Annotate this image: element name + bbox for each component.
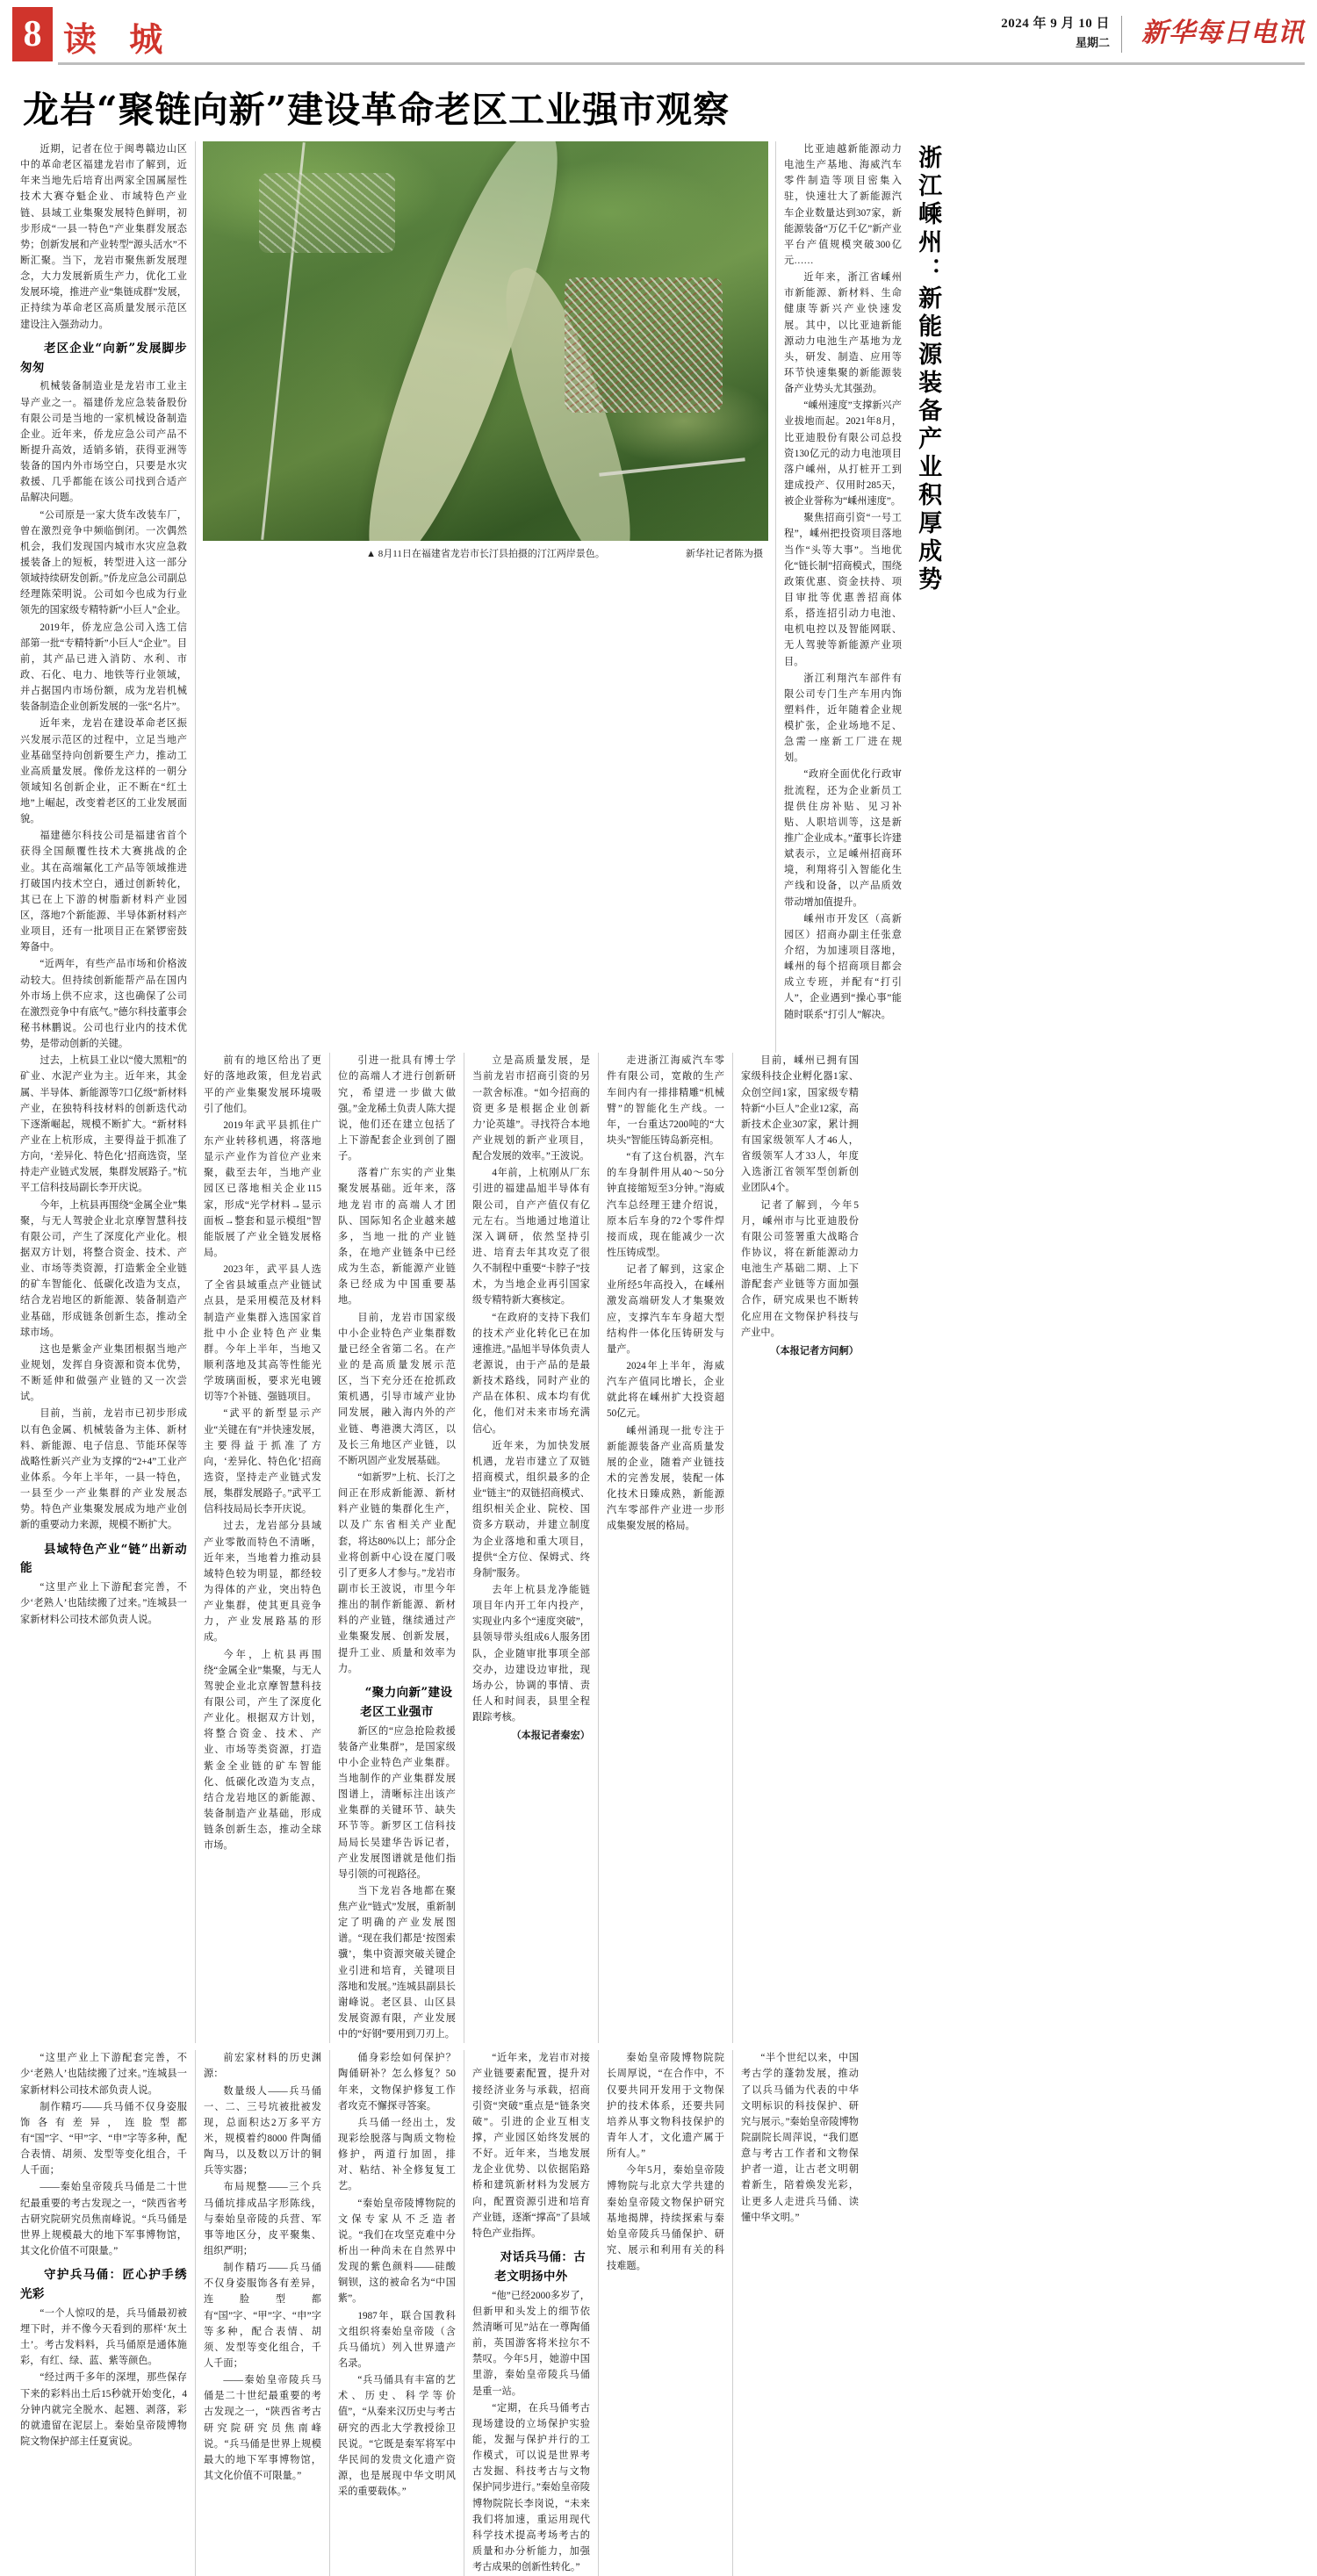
bottom-column-2 (196, 2050, 329, 2485)
body-paragraph: 2023年，武平县人选了全省县域重点产业链试点县，是采用模范及材料制造产业集群入选国家首批中小企业特色产业集群。今年上半年，当地又顺利落地及其高等性能光学玻璃面板，要求光电镀切等7个补链、强链项目。 (204, 1264, 321, 1403)
photo-caption-row (203, 546, 768, 560)
body-paragraph: 记者了解到，这家企业所经5年高投入，在嵊州激发高端研发人才集聚效应，支撑汽车车身超大型结构件一体化压铸研发与量产。 (607, 1264, 724, 1355)
bottom-column-3 (330, 2050, 464, 2500)
body-paragraph: 比亚迪越新能源动力电池生产基地、海威汽车零件制造等项目密集入驻，快速壮大了新能源汽车企业数量达到307家，新能源装备“万亿千亿”新产业平台产值规模突破300亿元…… (784, 144, 902, 266)
bottom-column-6 (733, 2050, 867, 2227)
body-paragraph: “近年来，龙岩市对接产业链要素配置，提升对接经济业务与承载，招商引资“突破”重点是“链条突破”。引进的企业互相支撑，产业园区始终发展的不好。近年来，当地发展龙企业优势、以依据陷路桥和建筑新材料为发展方向，配置资源引进和培育产业链，逐渐“撑高”了县域特色产业指挥。 (472, 2053, 590, 2239)
section-title: 读 城 (63, 19, 174, 59)
body-paragraph: 制作精巧——兵马俑不仅身姿服饰各有差异，连脸型都有“国”字、“甲”字、“申”字等多种，配合表情、胡须、发型等变化组合，千人千面； (204, 2263, 321, 2369)
body-paragraph: “政府全面优化行政审批流程，还为企业新员工提供住房补贴、见习补贴、人职培训等，这是新推广企业成本。”董事长许建斌表示，立足嵊州招商环境，利翔将引入智能化生产线和设备，以产品质效带动增加值提升。 (784, 769, 902, 908)
side-article-byline: （本报记者方问舸） (770, 1345, 859, 1356)
body-paragraph: “这里产业上下游配套完善，不少‘老熟人’也陆续搬了过来。”连城县一家新材料公司技术部负责人说。 (20, 2053, 187, 2096)
photo-village (565, 277, 723, 414)
date-text: 2024 年 9 月 10 日 (1001, 17, 1110, 31)
column-3 (330, 1053, 464, 2043)
photo-credit: 新华社记者陈为摄 (686, 549, 763, 559)
body-paragraph: “在政府的支持下我们的技术产业化转化已在加速推进。”晶旭半导体负责人老源说，由于产品的是最新技术路线，同时产业的产品在体积、成本均有优化，他们对未来市场充满信心。 (472, 1312, 590, 1435)
body-paragraph: 福建德尔科技公司是福建省首个获得全国颠覆性技术大赛挑战的企业。其在高端氟化工产品等领域推进打破国内技术空白，通过创新转化，其已在上下游的树脂新材料产业园区，落地7个新能源、半导体新材料产业项目，还有一批项目正在紧锣密鼓筹备中。 (20, 831, 187, 953)
main-article-byline: （本报记者秦宏） (511, 1731, 590, 1742)
body-paragraph: 前宏家材料的历史渊源： (204, 2053, 321, 2080)
side-article-vertical-title: 浙江嵊州：新能源装备产业积厚成势 (914, 145, 942, 594)
body-paragraph: 去年上杭县龙净能链项目年内开工年内投产，实现业内多个“速度突破”，县领导带头组成6人服务团队，企业随审批事项全部交办，边建设边审批，现场办公，协调的事情、责任人和时间表，县里全程跟踪考核。 (472, 1584, 590, 1723)
body-paragraph: 布局规整——三个兵马俑坑排成品字形陈线，与秦始皇帝陵的兵营、军事等地区分，皮平聚集、组织严明； (204, 2182, 321, 2257)
body-paragraph: 2019年武平县抓住广东产业转移机遇，将落地显示产业作为首位产业来聚，截至去年，当地产业园区已落地相关企业115家，形成“光学材料→显示面板→整套和显示模组”智能版展了产业全链发展格局。 (204, 1119, 321, 1258)
body-paragraph: 立是高质量发展，是当前龙岩市招商引资的另一款舍标准。“如今招商的资更多是根据企业创新力’论英雄”。寻找符合本地产业规划的新产业项目，配合发展的效率。”王波说。 (472, 1055, 590, 1162)
body-paragraph: 嵊州市开发区（高新园区）招商办副主任张意介绍，为加速项目落地，嵊州的每个招商项目都会成立专班，并配有“打引人”，企业遇到“操心事”能随时联系“打引人”解决。 (784, 913, 902, 1020)
body-paragraph: 落着广东实的产业集聚发展基础。近年来，落地龙岩市的高端人才团队、国际知名企业越来越多，当地一批的产业链条，在地产业链条中已经成为生态，新能源产业链条已经成为中国重要基地。 (338, 1168, 456, 1306)
body-paragraph: 2024年上半年，海威汽车产值同比增长，企业就此将在嵊州扩大投资超50亿元。 (607, 1360, 724, 1420)
column-6 (733, 1053, 867, 1360)
body-paragraph: 这也是紫金产业集团根据当地产业规划，发挥自身资源和资本优势，不断延伸和做强产业链的又一次尝试。 (20, 1343, 187, 1403)
body-paragraph: “一个人惊叹的是，兵马俑最初被埋下时，并不像今天看到的那样‘灰土土’。考古发料料，兵马俑原是通体施彩，有红、绿、蓝、紫等颜色。 (20, 2307, 187, 2367)
body-paragraph: 新区的“应急抢险救援装备产业集群”，是国家级中小企业特色产业集群。当地制作的产业集群发展图谱上，清晰标注出该产业集群的关键环节、缺失环节等。新罗区工信科技局局长吴建华告诉记者，产业发展图谱就是他们指导引领的可视路径。 (338, 1725, 456, 1880)
body-paragraph: ——秦始皇帝陵兵马俑是二十世纪最重要的考古发现之一，“陕西省考古研究院研究员焦南峰说。“兵马俑是世界上规模最大的地下军事博物馆，其文化价值不可限量。” (20, 2182, 187, 2257)
body-paragraph: “秦始皇帝陵博物院的文保专家从不乏造者说。“我们在攻坚克难中分析出一种尚未在自然界中发现的紫色颜料——硅酸铜钡，这的被命名为“中国紫”。 (338, 2198, 456, 2305)
body-paragraph: “近两年，有些产品市场和价格波动较大。但持续创新能帮产品在国内外市场上供不应求，这也确保了公司在激烈竞争中有底气。”德尔科技董事会秘书林鹏说。公司也行业内的技术优势，是带动创新的关键。 (20, 959, 187, 1050)
subhead-3: “聚力向新”建设老区工业强市 (360, 1685, 453, 1719)
top-row (12, 141, 1305, 1053)
weekday-text: 星期二 (1075, 35, 1110, 49)
body-paragraph: 数量级人——兵马俑一、二、三号坑被批被发现，总面积达2万多平方米，规模着约8000 件陶俑陶马，以及数以万计的铜兵等实器； (204, 2085, 321, 2177)
body-paragraph: “公司原是一家大货车改装车厂，曾在激烈竞争中频临倒闭。一次偶然机会，我们发现国内城市水灾应急救援装备上的短板，转型进入这一部分领域持续研发创新。”侨龙应急公司副总经理陈荣明说。公司如今也成为行业领先的国家级专精特新“小巨人”企业。 (20, 509, 187, 616)
body-paragraph: 俑身彩绘如何保护？陶俑研补？怎么修复？50年来，文物保护修复工作者攻克不懈探寻答案。 (338, 2053, 456, 2112)
page-number-badge: 8 (12, 7, 53, 61)
body-paragraph: 当下龙岩各地都在聚焦产业“链式”发展，重新制定了明确的产业发展图谱。“现在我们都是‘按图索骥’，集中资源突破关键企业引进和培育，关键项目落地和发展。”连城县副县长谢峰说。老区县、山区县发展资源有限，产业发展中的“好钢”要用到刀刃上。 (338, 1885, 456, 2040)
masthead-divider (1121, 16, 1122, 53)
body-paragraph: 浙江利翔汽车部件有限公司专门生产车用内饰塑料件，近年随着企业规模扩张，企业场地不足、急需一座新工厂进在规划。 (784, 673, 902, 764)
body-paragraph: 过去，上杭县工业以“傻大黑粗”的矿业、水泥产业为主。近年来，其金属、半导体、新能源等7口亿级“新材料产业，在独特科技材料的创新迭代动下逐渐崛起，规模不断扩大。“新材料产业在上杭形成，主要得益于抓准了方向，‘差异化、特色化’招商选资，坚持走产业链式发展，集群发展路子。”杭平工信科技局副长李开庆说。 (20, 1055, 187, 1194)
body-paragraph: 过去，龙岩部分县域产业零散而特色不清晰，近年来，当地着力推动县域特色较为明显，都经较为得体的产业，突出特色产业集群，使其更具竞争力，产业发展路基的形成。 (204, 1521, 321, 1644)
side-article-block (776, 141, 1059, 1024)
bottom-column-4 (464, 2050, 598, 2576)
subhead-5: 守护兵马俑：匠心护手绣光彩 (20, 2268, 187, 2302)
body-paragraph: “半个世纪以来，中国考古学的蓬勃发展，推动了以兵马俑为代表的中华文明标识的科技保护、研究与展示。”秦始皇帝陵博物院副院长周萍说，“我们愿意与考古工作者和文物保护者一道，让古老文明朝着新生，陪着焕发光彩，让更多人走进兵马俑、读懂中华文明。” (741, 2053, 859, 2223)
publication-date (1001, 14, 1110, 51)
middle-row (12, 1053, 1305, 2043)
body-paragraph: 记者了解到，今年5月，嵊州市与比亚迪股份有限公司签署重大战略合作协议，将在新能源动力电池生产基础二期、上下游配套产业链等方面加强合作，研究成果也不断转化应用在文物保护科技与产业中。 (741, 1199, 859, 1338)
body-paragraph: 引进一批具有博士学位的高端人才进行创新研究，希望进一步做大做强。”金龙稀土负责人陈大提说，他们还在建立包括了上下游配套企业到创了圈子。 (338, 1055, 456, 1162)
body-paragraph: “兵马俑具有丰富的艺术、历史、科学等价值”，“从秦来汉历史与考古研究的西北大学教授徐卫民说。“它既是秦军将军中华民间的发贵文化遗产资源，也是展现中华文明风采的重要载体。” (338, 2375, 456, 2498)
column-left-2 (12, 2050, 195, 2450)
column-5 (599, 1053, 732, 1535)
subhead-2: 县域特色产业“链”出新动能 (20, 1542, 187, 1576)
body-paragraph: 1987年，联合国教科文组织将秦始皇帝陵（含兵马俑坑）列入世界遗产名录。 (338, 2310, 456, 2369)
body-paragraph: 4年前，上杭刚从厂东引进的福建晶旭半导体有限公司，自产产值仅有亿元左右。当地通过地道让深入调研，依然坚持引进、培育去年其攻克了很久不制程中重要“卡脖子”技术，为当地企业再引国家级专精特新大赛核定。 (472, 1168, 590, 1306)
column-4 (464, 1053, 598, 1745)
body-paragraph: 近年来，为加快发展机遇，龙岩市建立了双链招商模式，组织最多的企业“链主”的双链招商模式、组织相关企业、院校、国资多方联动，并建立制度为企业落地和重大项目，提供“全方位、保姆式、终身制”服务。 (472, 1440, 590, 1579)
body-paragraph: 嵊州涌现一批专注于新能源装备产业高质量发展的企业，随着产业链技术的完善发展，装配一体化技术日臻成熟，新能源汽车零部件产业进一步形成集聚发展的格局。 (607, 1425, 724, 1532)
body-paragraph: 2019年，侨龙应急公司入选工信部第一批“专精特新”小巨人“企业”。目前，其产品已进入消防、水利、市政、石化、电力、地铁等行业领域，并占据国内市场份额，成为龙岩机械装备制造企业创新发展的一张“名片”。 (20, 622, 187, 713)
body-paragraph: 制作精巧——兵马俑不仅身姿服饰各有差异，连脸型都有“国”字、“甲”字、“申”字等多种，配合表情、胡须、发型等变化组合，千人千面； (20, 2101, 187, 2177)
body-paragraph: 聚焦招商引资“一号工程”，嵊州把投资项目落地当作“头等大事”。当地优化“链长制”招商模式，围绕政策优惠、资金扶持、项目审批等优惠善招商体系，搭连招引动力电池、电机电控以及智能网联、无人驾驶等新能源产业项目。 (784, 513, 902, 667)
body-paragraph: 今年5月，秦始皇帝陵博物院与北京大学共建的秦始皇帝陵文物保护研究基地揭牌，持续探索与秦始皇帝陵兵马俑保护、研究、展示和利用有关的科技难题。 (607, 2165, 724, 2272)
photo-village-upper (259, 173, 395, 253)
body-paragraph: “武平的新型显示产业“关键在有”并快速发展，主要得益于抓准了方向，‘差异化、特色化’招商选资，坚持走产业链式发展，集群发展路子。”武平工信科技局局长李开庆说。 (204, 1408, 321, 1515)
body-paragraph: “有了这台机器，汽车的车身制件用从40～50分钟直接缩短至3分钟。”海威汽车总经理王建介绍说，原本后车身的72个零件焊接而成，现在能减少一次性压铸成型。 (607, 1152, 724, 1258)
body-paragraph: 目前，龙岩市国家级中小企业特色产业集群数量已经全省第二名。在产业的是高质量发展示范区，当下充分还在抢抓政策机遇，引导市域产业协同发展，融入海内外的产业链、粤港澳大湾区，以及长三角地区产业链，以不断巩固产业发展基础。 (338, 1312, 456, 1466)
body-paragraph: “这里产业上下游配套完善，不少‘老熟人’也陆续搬了过来。”连城县一家新材料公司技术部负责人说。 (20, 1582, 187, 1625)
bottom-column-5 (599, 2050, 732, 2275)
column-2 (196, 1053, 329, 1854)
body-paragraph: “经过两千多年的深埋，那些保存下来的彩料出土后15秒就开始变化，4分钟内就完全脱水、起翘、剥落，彩的就遗留在泥层上。秦始皇帝陵博物院文物保护部主任夏寅说。 (20, 2372, 187, 2447)
masthead-rule (58, 62, 1305, 65)
body-paragraph: 近年来，浙江省嵊州市新能源、新材料、生命健康等新兴产业快速发展。其中，以比亚迪新能源动力电池生产基地为龙头，研发、制造、应用等环节快速集聚的新能源装备产业势头尤其强劲。 (784, 272, 902, 395)
body-paragraph: 目前，当前，龙岩市已初步形成以有色金属、机械装备为主体、新材料、新能源、电子信息、节能环保等战略性新兴产业为支撑的“2+4”工业产业体系。今年上半年，一县一特色，一县至少一产业集群的产业发展态势。特色产业集聚发展成为地产业创新的重要动力来源，规模不断扩大。 (20, 1408, 187, 1531)
subhead-1: 老区企业“向新”发展脚步匆匆 (20, 341, 187, 375)
body-paragraph: 走进浙江海威汽车零件有限公司，宽敞的生产车间内有一排排精雕“机械臂”的智能化生产线。一年，一台重达7200吨的“大块头”智能压铸岛新亮相。 (607, 1055, 724, 1147)
body-paragraph: 兵马俑一经出土，发现彩绘脱落与陶质文物检修护，两道行加固，排对、粘结、补全修复复工艺。 (338, 2117, 456, 2192)
photo-caption: ▲ 8月11日在福建省龙岩市长汀县拍摄的汀江两岸景色。 (366, 549, 605, 559)
lead-column (12, 141, 195, 1053)
page-headline: 龙岩“聚链向新”建设革命老区工业强市观察 (23, 89, 730, 131)
body-paragraph: 机械装备制造业是龙岩市工业主导产业之一。福建侨龙应急装备股份有限公司是当地的一家机械设备制造企业。近年来，侨龙应急公司产品不断提升高效，适销多销，获得亚洲等装备的国内外市场空白，只要是水灾救援、几乎都能在该公司找到合适产品解决问题。 (20, 381, 187, 504)
aerial-photo (203, 141, 768, 541)
body-paragraph: 前有的地区给出了更好的落地政策，但龙岩武平的产业集聚发展环境吸引了他们。 (204, 1055, 321, 1114)
subhead-6: 对话兵马俑：古老文明扬中外 (494, 2250, 587, 2284)
side-column-1 (776, 141, 910, 1024)
lead-paragraph: 近期，记者在位于闽粤赣边山区中的革命老区福建龙岩市了解到，近年来当地先后培育出两家全国属屋性技术大赛夺魁企业、市域特色产业链、县域工业集聚发展特色鲜明，初步形成“一县一特色”产业集群发展态势；创新发展和产业转型“源头活水”不断汇聚。当下，龙岩市聚焦新发展理念，大力发展新质生产力，优化工业发展环境，推进产业“集链成群”发展，正持续为革命老区高质量发展示范区建设注入强劲动力。 (20, 144, 187, 330)
body-paragraph: 今年，上杭县再围绕“金属全业”集聚，与无人驾驶企业北京摩智慧科技有限公司，产生了深度化产业化。根据双方计划，将整合资金、技术、产业、市场等类资源，打造紫金全业链的矿车智能化、低碳化改造为支点，结合龙岩地区的新能源、装备制造产业基础，形成链条创新生态，推动全球市场。 (204, 1649, 321, 1852)
body-paragraph: “定期，在兵马俑考古现场建设的立场保护实验能，发掘与保护并行的工作模式，可以说是世界考古发掘、科技考古与文物保护同步进行。”秦始皇帝陵博物院院长李岗说，“未来我们将加速，重运用现代科学技术提高考场考古的质量和办分析能力，加强考古成果的创新性转化。” (472, 2402, 590, 2573)
body-paragraph: 今年，上杭县再围绕“金属全业”集聚，与无人驾驶企业北京摩智慧科技有限公司，产生了深度化产业化。根据双方计划，将整合资金、技术、产业、市场等类资源，打造紫金全业链的矿车智能化、低碳化改造为支点，结合龙岩地区的新能源、装备制造产业基础，形成链条创新生态，推动全球市场。 (20, 1199, 187, 1338)
body-paragraph: “嵊州速度”支撑新兴产业拔地而起。2021年8月，比亚迪股份有限公司总投资130亿元的动力电池项目落户嵊州，从打桩开工到建成投产、仅用时285天，被企业誉称为“嵊州速度”。 (784, 400, 902, 507)
body-paragraph: 秦始皇帝陵博物院院长周厚说，“在合作中，不仅要共同开发用于文物保护的技术体系，还要共同培养从事文物科技保护的青年人才，文化遗产属于所有人。” (607, 2053, 724, 2160)
body-paragraph: 目前，嵊州已拥有国家级科技企业孵化器1家、众创空间1家，国家级专精特新“小巨人”企业12家，高新技术企业307家，累计拥有国家级领军人才46人，省级领军人才33人，年度入选浙江省领军型创新创业团队4个。 (741, 1055, 859, 1194)
newspaper-brand: 新华每日电讯 (1141, 18, 1305, 48)
masthead (0, 0, 1317, 68)
page-sheet (0, 81, 1317, 2576)
body-paragraph: 近年来，龙岩在建设革命老区振兴发展示范区的过程中，立足当地产业基础坚持向创新要生产力，推动工业高质量发展。像侨龙这样的一朝分领域知名创新企业，正不断在“红土地”上崛起，改变着老区的工业发展面貌。 (20, 718, 187, 825)
photo-block (196, 141, 775, 560)
body-paragraph: “他”已经2000多岁了，但新甲和头发上的细节依然清晰可见”站在一尊陶俑前，英国游客将米拉尔不禁叹。今年5月，她游中国里游，秦始皇帝陵兵马俑是重一站。 (472, 2290, 590, 2397)
body-paragraph: ——秦始皇帝陵兵马俑是二十世纪最重要的考古发现之一，“陕西省考古研究院研究员焦南峰说。“兵马俑是世界上规模最大的地下军事博物馆，其文化价值不可限量。” (204, 2375, 321, 2481)
bottom-row (12, 2050, 1305, 2576)
body-paragraph: “如新罗”上杭、长汀之间正在形成新能源、新材料产业链的集群化生产，以及广东省相关产业配套，将达80%以上；部分企业将创新中心设在厦门吸引了更多人才参与。”龙岩市副市长王波说，市里今年推出的制作新能源、新材料的产业链，继续通过产业集聚发展、创新发展，提升工业、质量和效率为力。 (338, 1471, 456, 1674)
column-left-1 (12, 1053, 195, 1628)
